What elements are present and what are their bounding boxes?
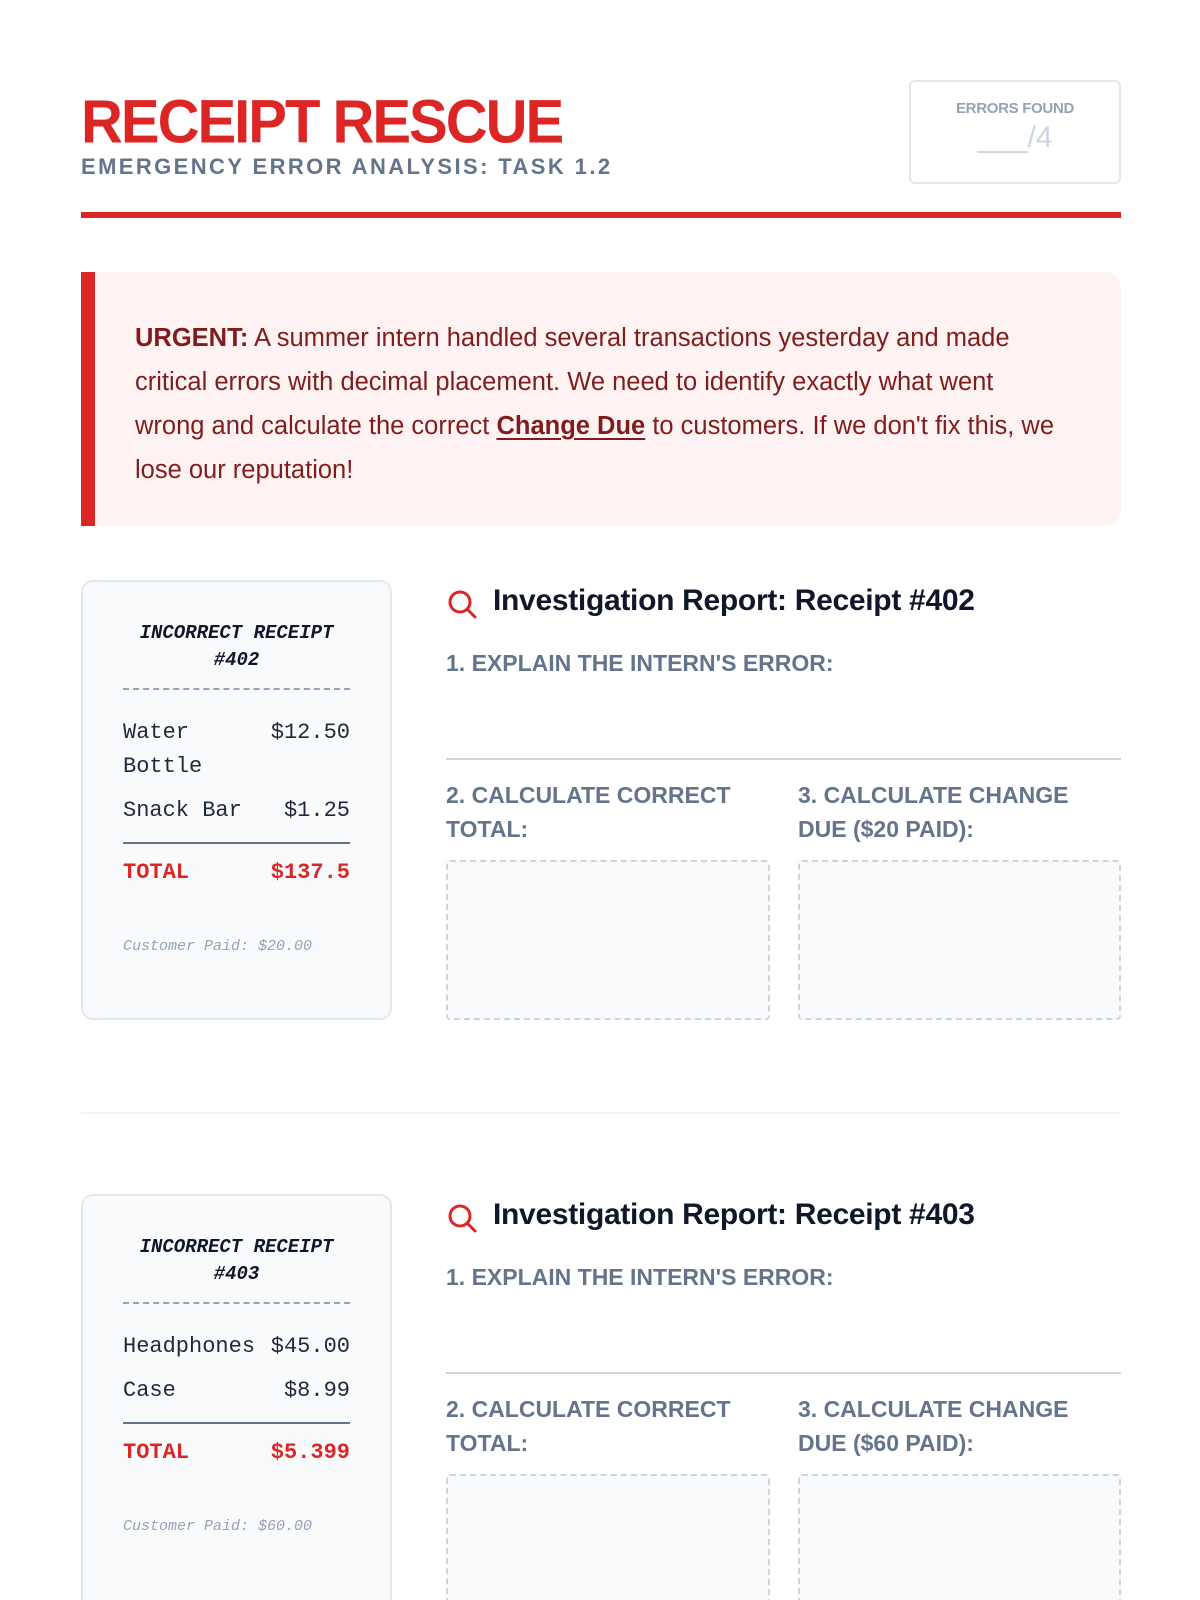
answer-line-explain-error[interactable] xyxy=(446,1372,1121,1374)
report-title: Investigation Report: Receipt #402 xyxy=(493,584,975,617)
receipt-total-label: TOTAL xyxy=(123,1440,190,1465)
page-subtitle: EMERGENCY ERROR ANALYSIS: TASK 1.2 xyxy=(81,154,613,179)
investigation-report xyxy=(446,1194,1121,1456)
receipt-item-price: $12.50 xyxy=(270,720,350,745)
receipt-item-name: Headphones xyxy=(123,1334,256,1359)
receipt-item xyxy=(123,1330,350,1364)
receipt-item-price: $1.25 xyxy=(283,798,350,823)
receipt-card xyxy=(81,1194,392,1600)
receipt-total xyxy=(123,1422,350,1468)
question-change-due: 3. CALCULATE CHANGE DUE ($60 PAID): xyxy=(798,1396,1069,1456)
receipt-item-price: $8.99 xyxy=(283,1378,350,1403)
search-icon xyxy=(446,1202,478,1234)
investigation-report xyxy=(446,580,1121,842)
search-icon xyxy=(446,588,478,620)
question-change-due: 3. CALCULATE CHANGE DUE ($20 PAID): xyxy=(798,782,1069,842)
receipt-paid: Customer Paid: $60.00 xyxy=(123,1518,313,1535)
question-correct-total: 2. CALCULATE CORRECT TOTAL: xyxy=(446,1396,731,1456)
receipt-title: INCORRECT RECEIPT #403 xyxy=(123,1234,350,1304)
alert-text-after: to customers. If we don't fix this, we lose our reputation! xyxy=(135,412,1055,484)
receipt-section xyxy=(81,1194,1121,1600)
receipt-item-name: Water Bottle xyxy=(123,720,203,779)
errors-found-box xyxy=(909,80,1121,184)
page-title: RECEIPT RESCUE xyxy=(81,87,563,157)
answer-line-explain-error[interactable] xyxy=(446,758,1121,760)
question-correct-total: 2. CALCULATE CORRECT TOTAL: xyxy=(446,782,731,842)
receipt-total-label: TOTAL xyxy=(123,860,190,885)
urgent-alert xyxy=(81,272,1121,526)
question-explain-error: 1. EXPLAIN THE INTERN'S ERROR: xyxy=(446,1264,834,1290)
receipt-total-value: $137.5 xyxy=(270,860,350,885)
answer-box-correct-total[interactable] xyxy=(446,860,770,1020)
answer-box-change-due[interactable] xyxy=(798,860,1121,1020)
alert-lead: URGENT: xyxy=(135,324,249,352)
errors-found-label: ERRORS FOUND xyxy=(955,100,1075,117)
report-title: Investigation Report: Receipt #403 xyxy=(493,1198,975,1231)
receipt-card xyxy=(81,580,392,1020)
answer-box-correct-total[interactable] xyxy=(446,1474,770,1600)
receipt-paid: Customer Paid: $20.00 xyxy=(123,938,313,955)
question-explain-error: 1. EXPLAIN THE INTERN'S ERROR: xyxy=(446,650,834,676)
answer-box-change-due[interactable] xyxy=(798,1474,1121,1600)
receipt-title: INCORRECT RECEIPT #402 xyxy=(123,620,350,690)
header xyxy=(81,80,1121,220)
receipt-total-value: $5.399 xyxy=(270,1440,350,1465)
alert-text xyxy=(135,316,1067,492)
alert-text-before: A summer intern handled several transactions yesterday and made critical errors with decimal placement. We need to identify exactly what went wrong and calculate the correct xyxy=(135,324,1010,440)
receipt-total xyxy=(123,842,350,888)
header-divider xyxy=(81,212,1121,218)
receipt-item xyxy=(123,1374,350,1408)
report-heading xyxy=(446,580,1121,624)
section-divider xyxy=(81,1112,1121,1114)
receipt-item xyxy=(123,794,350,828)
report-heading xyxy=(446,1194,1121,1238)
receipt-item-name: Snack Bar xyxy=(123,798,242,823)
receipt-item-name: Case xyxy=(123,1378,176,1403)
receipt-section xyxy=(81,580,1121,1020)
errors-found-value[interactable]: ___/4 xyxy=(977,121,1053,154)
receipt-item xyxy=(123,716,350,784)
worksheet-page xyxy=(81,0,1121,1600)
receipt-item-price: $45.00 xyxy=(270,1334,350,1359)
alert-emphasis: Change Due xyxy=(496,412,646,440)
